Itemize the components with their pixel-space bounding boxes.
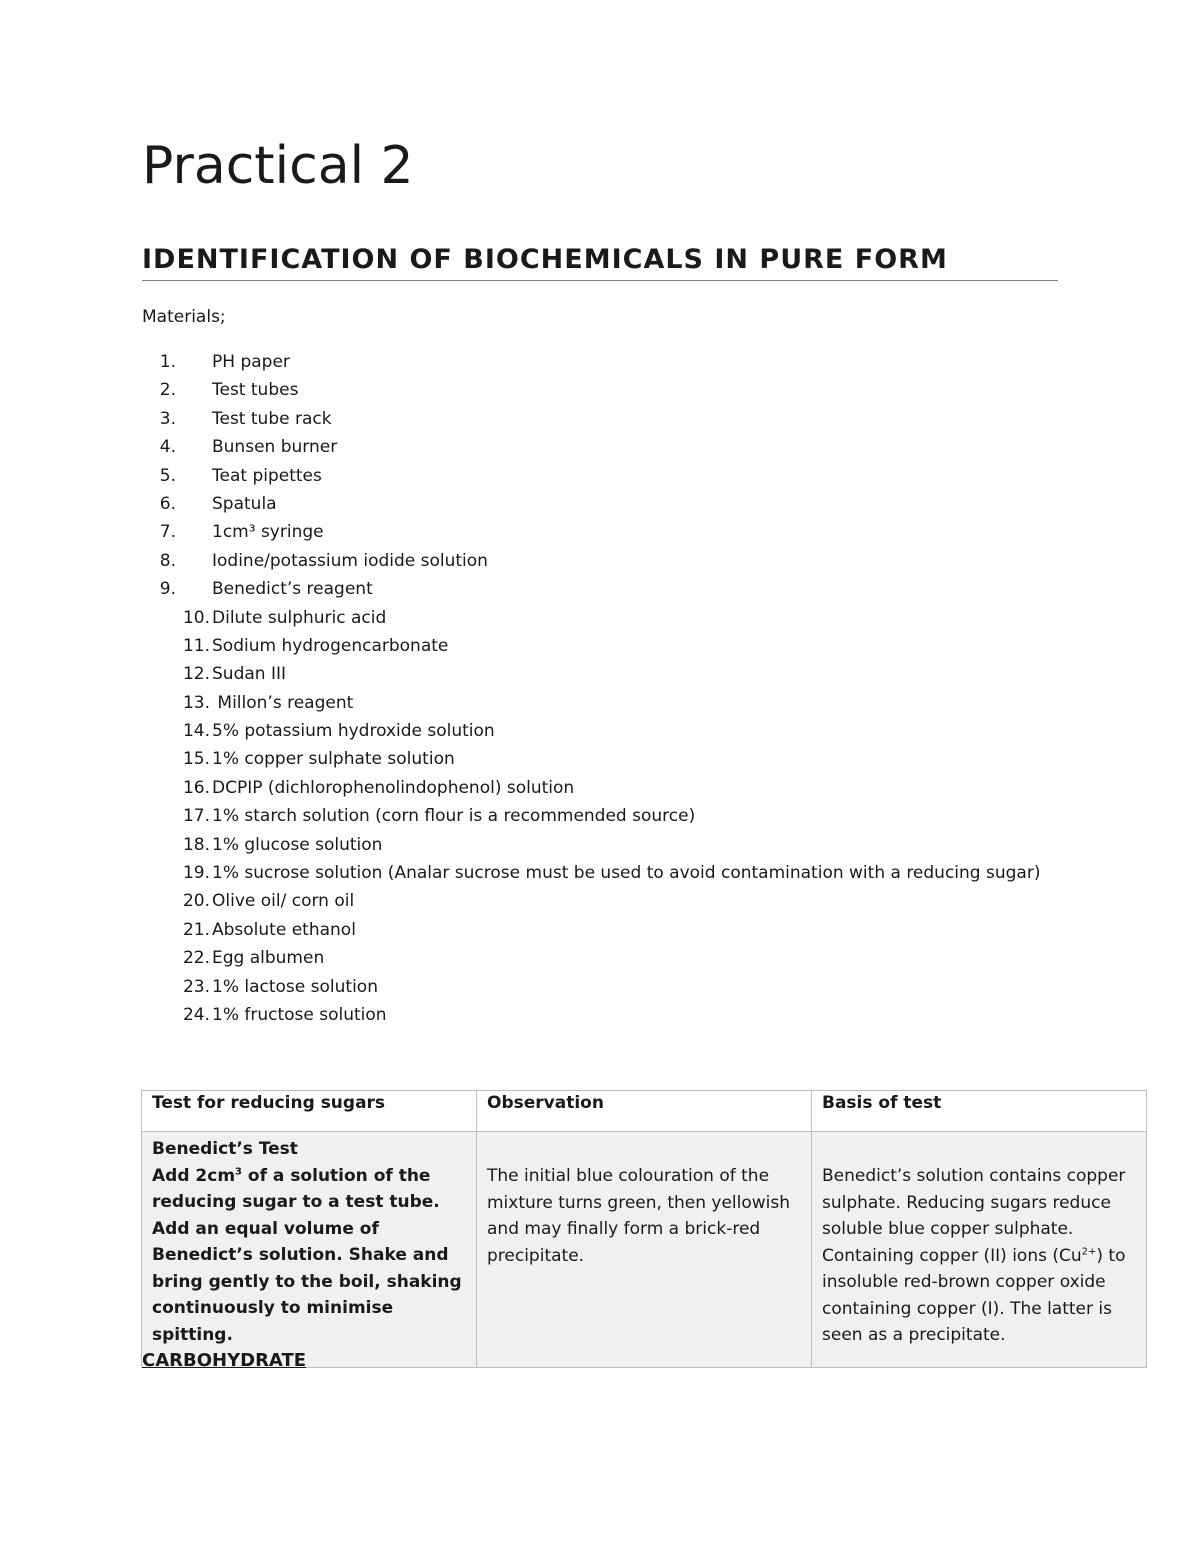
list-item: [142, 604, 1040, 632]
list-item-number: 18.: [182, 834, 210, 855]
list-item-number: 3.: [159, 408, 176, 429]
reducing-sugar-test-table: [141, 1090, 1147, 1368]
list-item: [142, 376, 1040, 404]
list-item-text: Benedict’s reagent: [212, 579, 373, 600]
header-test: Test for reducing sugars: [142, 1091, 477, 1132]
list-item-number: 13.: [182, 692, 210, 713]
list-item-text: Test tube rack: [212, 408, 332, 429]
list-item-text: Spatula: [212, 493, 277, 514]
list-item: [142, 887, 1040, 915]
list-item: [142, 831, 1040, 859]
test-cell: [142, 1132, 477, 1368]
header-observation: Observation: [477, 1091, 812, 1132]
list-item-text: Dilute sulphuric acid: [212, 607, 387, 628]
list-item-text: 1% lactose solution: [212, 976, 378, 997]
page-title: Practical 2: [142, 136, 414, 196]
section-heading: IDENTIFICATION OF BIOCHEMICALS IN PURE FORM: [142, 244, 1058, 281]
list-item: [142, 462, 1040, 490]
list-item-text: Absolute ethanol: [212, 919, 356, 940]
table-header-row: [142, 1091, 1147, 1132]
list-item-text: 1% copper sulphate solution: [212, 749, 455, 770]
list-item-number: 21.: [182, 919, 210, 940]
list-item-number: 22.: [182, 948, 210, 969]
list-item: [142, 802, 1040, 830]
list-item-text: 1% sucrose solution (Analar sucrose must be used to avoid contamination with a reducing sugar): [212, 863, 1041, 884]
list-item-text: Bunsen burner: [212, 437, 338, 458]
list-item-number: 10.: [182, 607, 210, 628]
list-item-text: Olive oil/ corn oil: [212, 891, 355, 912]
materials-label: Materials;: [142, 307, 226, 327]
list-item-number: 19.: [182, 863, 210, 884]
list-item: [142, 973, 1040, 1001]
list-item-number: 12.: [182, 664, 210, 685]
basis-cell: [812, 1132, 1147, 1368]
list-item-text: Teat pipettes: [212, 465, 322, 486]
list-item-number: 23.: [182, 976, 210, 997]
list-item: [142, 859, 1040, 887]
list-item: [142, 518, 1040, 546]
list-item: [142, 433, 1040, 461]
list-item-text: 1% starch solution (corn flour is a recommended source): [212, 806, 696, 827]
list-item: [142, 575, 1040, 603]
list-item-number: 8.: [159, 550, 176, 571]
observation-text: The initial blue colouration of the mixture turns green, then yellowish and may finally form a brick-red precipitate.: [487, 1166, 791, 1266]
list-item: [142, 944, 1040, 972]
list-item-text: Test tubes: [212, 380, 299, 401]
list-item-number: 7.: [159, 522, 176, 543]
list-item: [142, 1001, 1040, 1029]
list-item-number: 15.: [182, 749, 210, 770]
list-item-text: DCPIP (dichlorophenolindophenol) solution: [212, 777, 575, 798]
list-item-number: 6.: [159, 493, 176, 514]
list-item-text: 1% fructose solution: [212, 1004, 387, 1025]
list-item: [142, 774, 1040, 802]
list-item-number: 14.: [182, 721, 210, 742]
list-item-number: 20.: [182, 891, 210, 912]
list-item: [142, 745, 1040, 773]
list-item-number: 16.: [182, 777, 210, 798]
list-item-text: Egg albumen: [212, 948, 325, 969]
list-item: [142, 547, 1040, 575]
list-item-number: 5.: [159, 465, 176, 486]
carbohydrate-heading: CARBOHYDRATE: [142, 1350, 307, 1371]
list-item: [142, 405, 1040, 433]
observation-cell: [477, 1132, 812, 1368]
list-item-text: Iodine/potassium iodide solution: [212, 550, 488, 571]
list-item-number: 11.: [182, 635, 210, 656]
list-item-text: 1cm³ syringe: [212, 522, 324, 543]
list-item-number: 1.: [159, 352, 176, 372]
test-procedure: Add $2cm^3$ of a solution of the reducing sugar to a test tube. Add an equal volume of Benedict’s solution. Shake and bring gently to the boil, shaking continuously to minimise spitting.: [152, 1165, 462, 1345]
table-row: [142, 1132, 1147, 1368]
list-item: [142, 689, 1040, 717]
list-item: [142, 660, 1040, 688]
list-item-number: 17.: [182, 806, 210, 827]
list-item-number: 9.: [159, 579, 176, 600]
list-item-text: Millon’s reagent: [212, 692, 354, 713]
list-item-number: 24.: [182, 1004, 210, 1025]
list-item-text: 1% glucose solution: [212, 834, 383, 855]
list-item-text: Sudan III: [212, 664, 286, 685]
test-name: Benedict’s Test: [152, 1139, 298, 1159]
list-item-number: 2.: [159, 380, 176, 401]
list-item: [142, 717, 1040, 745]
list-item-text: 5% potassium hydroxide solution: [212, 721, 495, 742]
list-item-text: PH paper: [212, 352, 290, 372]
list-item: [142, 490, 1040, 518]
list-item: [142, 632, 1040, 660]
list-item: [142, 916, 1040, 944]
list-item-number: 4.: [159, 437, 176, 458]
basis-text: Benedict’s solution contains copper sulphate. Reducing sugars reduce soluble blue copper sulphate. Containing copper (II) ions $(Cu^{2+})$ to insoluble red-brown copper oxide containing copper (I). The latter is seen as a precipitate.: [822, 1166, 1126, 1345]
list-item: [142, 348, 1040, 376]
materials-list: [142, 348, 1040, 1029]
list-item-text: Sodium hydrogencarbonate: [212, 635, 449, 656]
header-basis: Basis of test: [812, 1091, 1147, 1132]
